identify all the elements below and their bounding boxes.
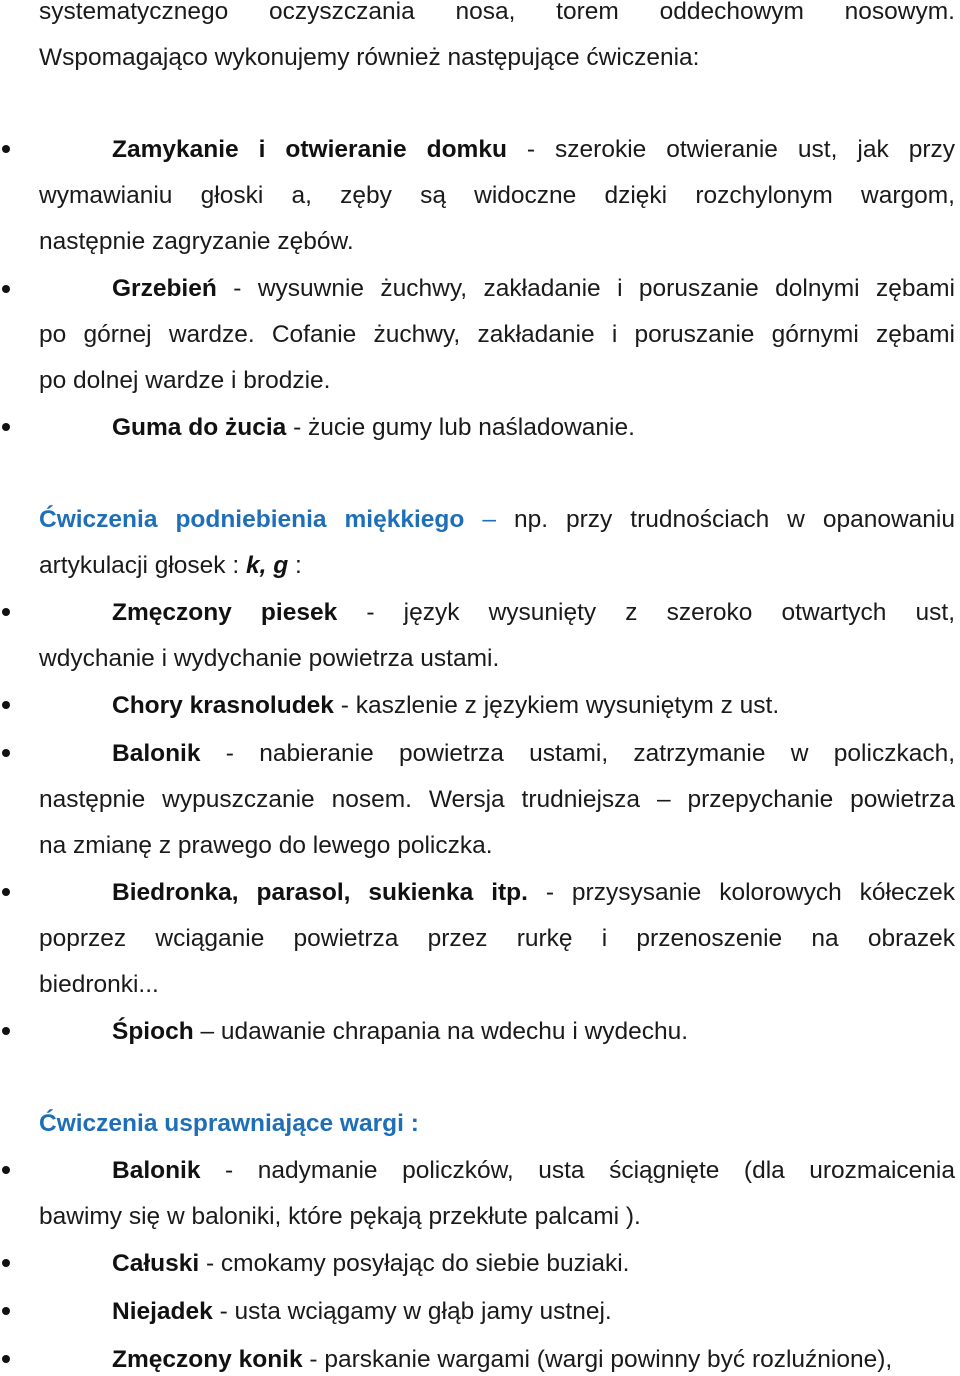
section-heading: Ćwiczenia usprawniające wargi : [39, 1110, 419, 1137]
intro-line-2: Wspomagająco wykonujemy również następujące ćwiczenia: [39, 44, 700, 71]
list-item-continuation: bawimy się w baloniki, które pękają przekłute palcami ). [39, 1203, 641, 1230]
list-item: Balonik - nabieranie powietrza ustami, zatrzymanie w policzkach, [112, 740, 955, 767]
list-item: Śpioch – udawanie chrapania na wdechu i wydechu. [112, 1018, 689, 1045]
list-item: Zmęczony konik - parskanie wargami (wargi powinny być rozluźnione), [112, 1346, 893, 1373]
list-item: Biedronka, parasol, sukienka itp. - przysysanie kolorowych kółeczek [112, 879, 955, 906]
list-item: Grzebień - wysuwnie żuchwy, zakładanie i poruszanie dolnymi zębami [112, 275, 955, 302]
list-item: Chory krasnoludek - kaszlenie z językiem wysuniętym z ust. [112, 692, 780, 719]
list-item: Zmęczony piesek - język wysunięty z szeroko otwartych ust, [112, 599, 955, 626]
bullet-icon [2, 285, 10, 293]
bullet-icon [2, 749, 10, 757]
intro-line-1: systematycznego oczyszczania nosa, torem oddechowym nosowym. [39, 0, 955, 25]
bullet-icon [2, 1355, 10, 1363]
list-item: Balonik - nadymanie policzków, usta ściągnięte (dla urozmaicenia [112, 1157, 955, 1184]
list-item-continuation: po górnej wardze. Cofanie żuchwy, zakładanie i poruszanie górnymi zębami [39, 321, 955, 348]
section-heading: Ćwiczenia podniebienia miękkiego [39, 506, 465, 533]
list-item-continuation: biedronki... [39, 971, 159, 998]
bullet-icon [2, 608, 10, 616]
list-item-continuation: wdychanie i wydychanie powietrza ustami. [39, 645, 500, 672]
bullet-icon [2, 1307, 10, 1315]
bullet-icon [2, 701, 10, 709]
section-intro-line: artykulacji głosek : k, g : [39, 552, 302, 579]
bullet-icon [2, 1259, 10, 1267]
list-item-continuation: po dolnej wardze i brodzie. [39, 367, 331, 394]
list-item-continuation: wymawianiu głoski a, zęby są widoczne dzięki rozchylonym wargom, [39, 182, 955, 209]
heading-dash: – [482, 506, 496, 533]
list-item-continuation: na zmianę z prawego do lewego policzka. [39, 832, 493, 859]
list-item-continuation: następnie zagryzanie zębów. [39, 228, 354, 255]
bullet-icon [2, 145, 10, 153]
list-item: Zamykanie i otwieranie domku - szerokie otwieranie ust, jak przy [112, 136, 955, 163]
section-heading-line: Ćwiczenia podniebienia miękkiego – np. przy trudnościach w opanowaniu [39, 506, 955, 533]
bullet-icon [2, 1027, 10, 1035]
bullet-icon [2, 1166, 10, 1174]
list-item: Niejadek - usta wciągamy w głąb jamy ustnej. [112, 1298, 612, 1325]
bullet-icon [2, 888, 10, 896]
list-item-continuation: poprzez wciąganie powietrza przez rurkę i przenoszenie na obrazek [39, 925, 955, 952]
list-item: Całuski - cmokamy posyłając do siebie buziaki. [112, 1250, 630, 1277]
list-item-continuation: następnie wypuszczanie nosem. Wersja trudniejsza – przepychanie powietrza [39, 786, 955, 813]
list-item: Guma do żucia - żucie gumy lub naśladowanie. [112, 414, 635, 441]
bullet-icon [2, 423, 10, 431]
